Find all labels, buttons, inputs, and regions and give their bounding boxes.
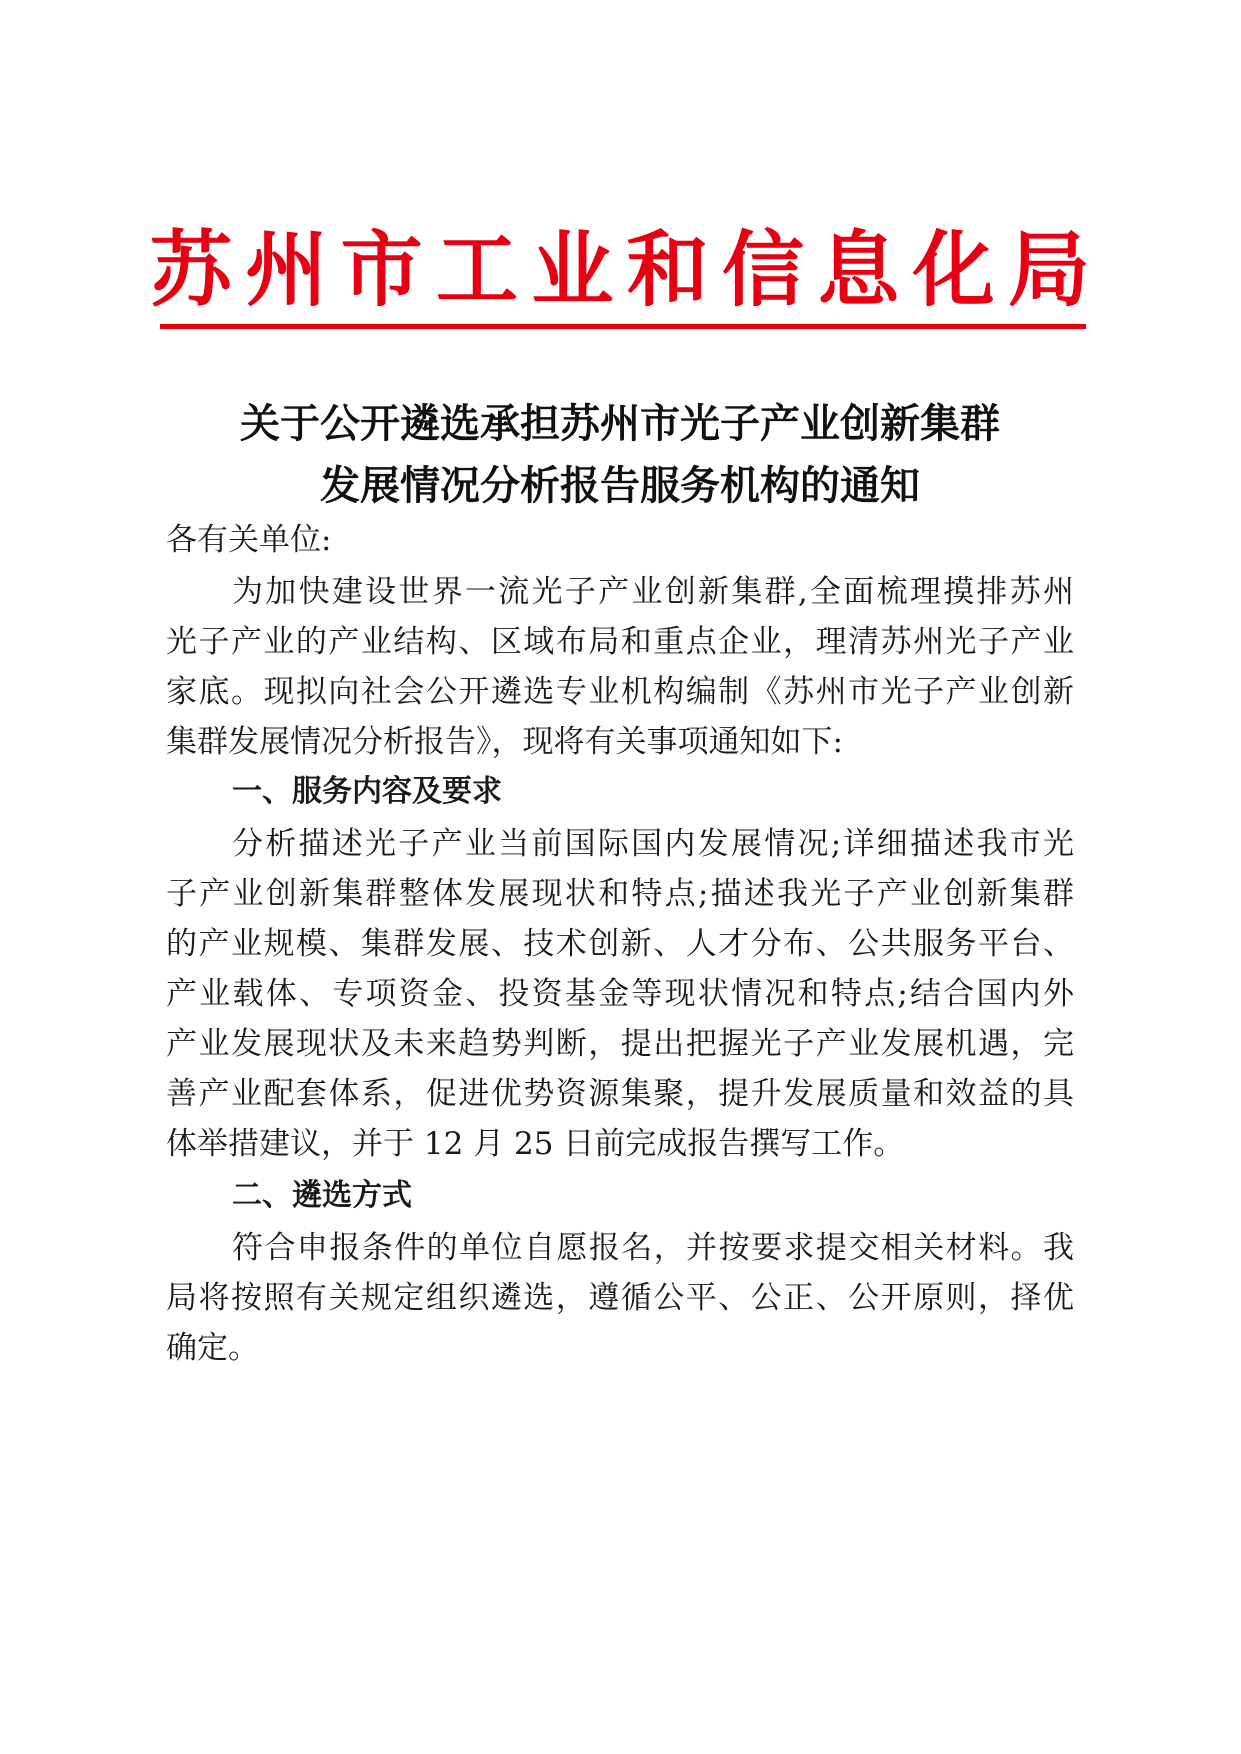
section-1-line-5: 产业发展现状及未来趋势判断，提出把握光子产业发展机遇，完 <box>166 1026 1074 1062</box>
section-1-line-1: 分析描述光子产业当前国际国内发展情况;详细描述我市光 <box>232 826 1074 862</box>
section-1-line-7: 体举措建议，并于 12 月 25 日前完成报告撰写工作。 <box>166 1126 905 1162</box>
letterhead-red-rule <box>160 324 1086 329</box>
intro-line-3: 家底。现拟向社会公开遴选专业机构编制《苏州市光子产业创新 <box>166 674 1074 710</box>
salutation: 各有关单位: <box>166 522 332 558</box>
section-2-line-3: 确定。 <box>166 1330 259 1366</box>
intro-line-1: 为加快建设世界一流光子产业创新集群,全面梳理摸排苏州 <box>232 574 1074 610</box>
section-2-line-2: 局将按照有关规定组织遴选，遵循公平、公正、公开原则，择优 <box>166 1280 1074 1316</box>
section-2-line-1: 符合申报条件的单位自愿报名，并按要求提交相关材料。我 <box>232 1230 1074 1266</box>
section-1-line-3: 的产业规模、集群发展、技术创新、人才分布、公共服务平台、 <box>166 926 1074 962</box>
section-1-line-2: 子产业创新集群整体发展现状和特点;描述我光子产业创新集群 <box>166 876 1074 912</box>
section-1-line-6: 善产业配套体系，促进优势资源集聚，提升发展质量和效益的具 <box>166 1076 1074 1112</box>
section-1-line-4: 产业载体、专项资金、投资基金等现状情况和特点;结合国内外 <box>166 976 1074 1012</box>
letterhead-org-name: 苏州市工业和信息化局 <box>150 222 1090 318</box>
document-title-line-2: 发展情况分析报告服务机构的通知 <box>320 462 920 509</box>
intro-line-2: 光子产业的产业结构、区域布局和重点企业，理清苏州光子产业 <box>166 624 1074 660</box>
section-1-heading: 一、服务内容及要求 <box>232 774 502 809</box>
section-2-heading: 二、遴选方式 <box>232 1178 412 1213</box>
document-title-line-1: 关于公开遴选承担苏州市光子产业创新集群 <box>240 400 1000 447</box>
intro-line-4: 集群发展情况分析报告》，现将有关事项通知如下: <box>166 724 843 760</box>
